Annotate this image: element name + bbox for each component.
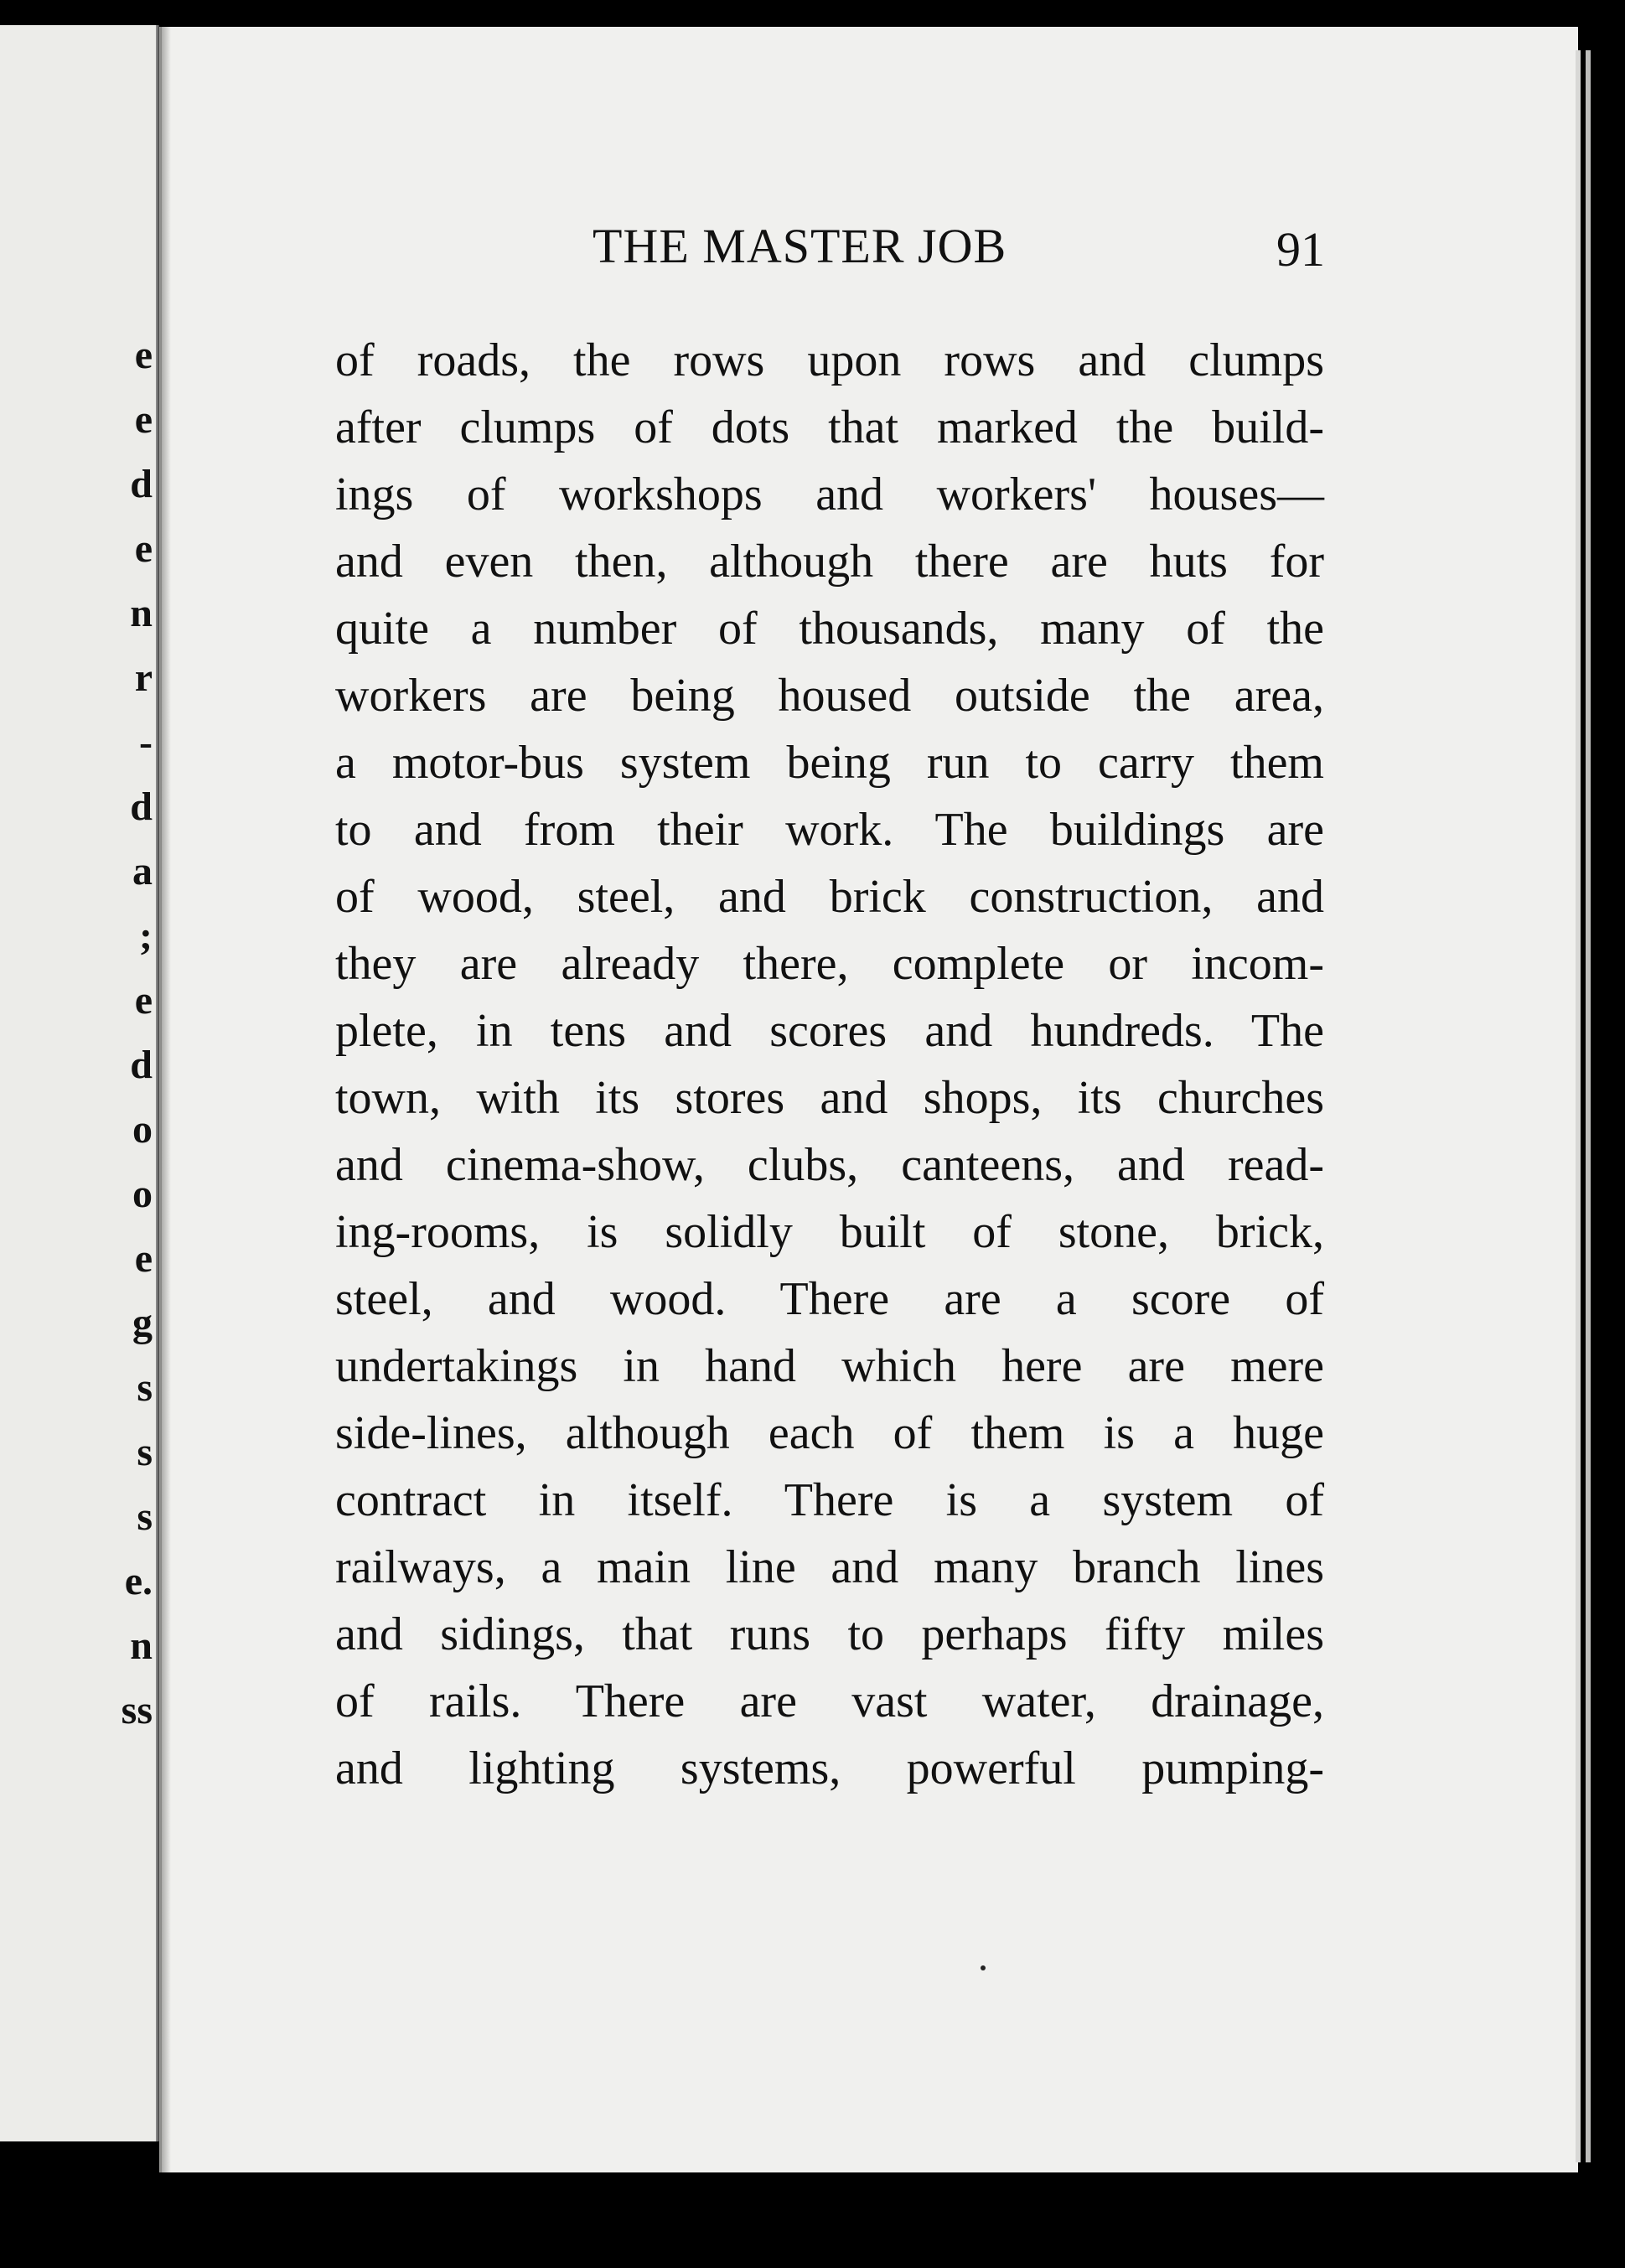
facing-page-letter: s	[137, 1365, 153, 1410]
text-line: after clumps of dots that marked the build-	[335, 401, 1324, 453]
body-paragraph	[335, 327, 1324, 1802]
facing-page-letter: n	[130, 1623, 153, 1668]
facing-page-letter: e	[134, 397, 153, 442]
text-line: a motor-bus system being run to carry them	[335, 737, 1324, 789]
page-edge	[1576, 50, 1581, 2162]
text-line: to and from their work. The buildings are	[335, 804, 1324, 856]
facing-page-letter: a	[132, 849, 153, 893]
facing-page-letter: g	[132, 1301, 153, 1345]
text-line: workers are being housed outside the area,	[335, 670, 1324, 722]
text-line: railways, a main line and many branch lines	[335, 1541, 1324, 1593]
page-edge	[1586, 50, 1591, 2162]
text-line: they are already there, complete or incom-	[335, 938, 1324, 990]
facing-page-letter: n	[130, 591, 153, 635]
text-line: plete, in tens and scores and hundreds. The	[335, 1005, 1324, 1057]
facing-page-letter: e.	[124, 1559, 153, 1603]
facing-page-letter: ss	[121, 1688, 153, 1732]
facing-page-letter: d	[130, 784, 153, 829]
facing-page-letter: o	[132, 1172, 153, 1216]
text-line: contract in itself. There is a system of	[335, 1474, 1324, 1526]
facing-page-letter: d	[130, 1043, 153, 1087]
text-line: and cinema-show, clubs, canteens, and read-	[335, 1139, 1324, 1191]
facing-page-letter: d	[130, 462, 153, 506]
text-line: and even then, although there are huts for	[335, 536, 1324, 588]
text-line: and sidings, that runs to perhaps fifty miles	[335, 1608, 1324, 1660]
facing-page-letter: e	[134, 526, 153, 571]
text-line: and lighting systems, powerful pumping-	[335, 1742, 1324, 1794]
text-line: side-lines, although each of them is a huge	[335, 1407, 1324, 1459]
gutter-shadow	[159, 27, 171, 2172]
facing-page-letter: o	[132, 1107, 153, 1152]
text-line: of roads, the rows upon rows and clumps	[335, 334, 1324, 386]
facing-page-letter: ;	[139, 914, 153, 958]
facing-page-letter: e	[134, 333, 153, 377]
text-line: ing-rooms, is solidly built of stone, brick,	[335, 1206, 1324, 1258]
text-line: town, with its stores and shops, its churches	[335, 1072, 1324, 1124]
text-line: ings of workshops and workers' houses—	[335, 469, 1324, 520]
running-head	[0, 218, 1625, 285]
running-head-title: THE MASTER JOB	[593, 219, 1007, 273]
facing-page-letter: s	[137, 1494, 153, 1539]
ink-speck	[981, 1965, 986, 1970]
facing-page-letter: -	[139, 720, 153, 764]
page-number: 91	[1276, 222, 1325, 277]
facing-page-letter: e	[134, 978, 153, 1023]
text-line: of wood, steel, and brick construction, and	[335, 871, 1324, 923]
text-line: steel, and wood. There are a score of	[335, 1273, 1324, 1325]
text-line: of rails. There are vast water, drainage,	[335, 1675, 1324, 1727]
facing-page-letter: s	[137, 1430, 153, 1474]
facing-page-strip	[0, 25, 159, 2141]
facing-page-letter: e	[134, 1236, 153, 1281]
text-line: undertakings in hand which here are mere	[335, 1340, 1324, 1392]
facing-page-letter: r	[134, 655, 153, 700]
text-line: quite a number of thousands, many of the	[335, 603, 1324, 655]
